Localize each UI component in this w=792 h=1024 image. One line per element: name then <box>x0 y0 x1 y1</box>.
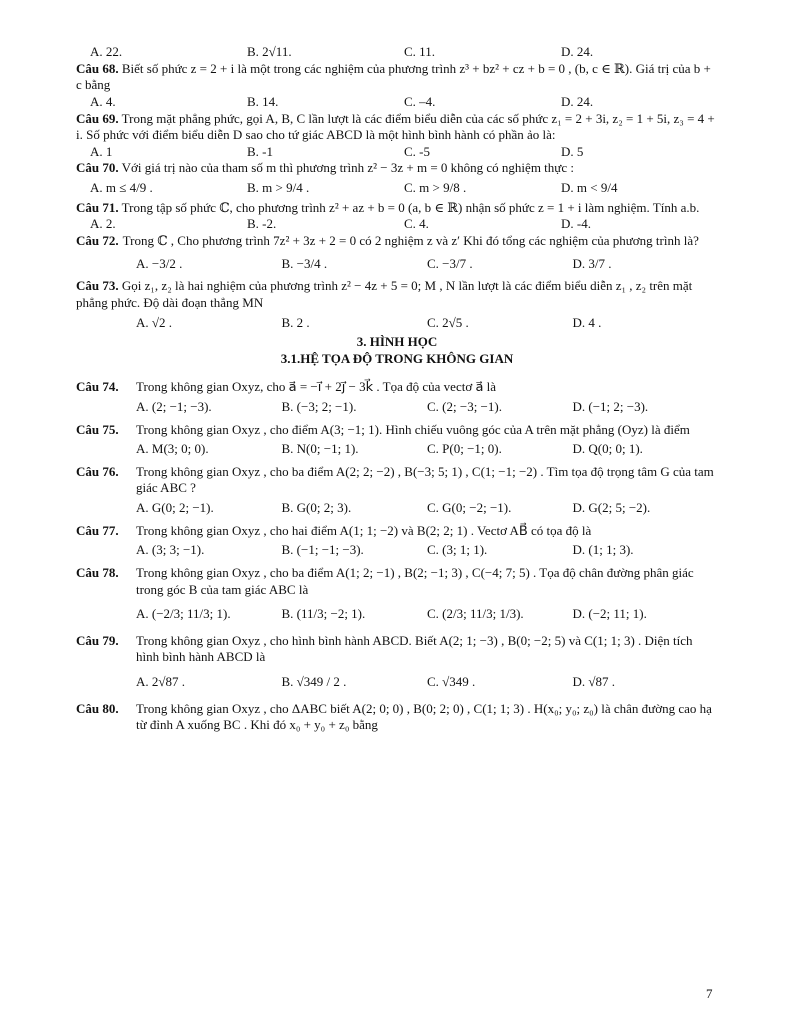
answer-options <box>76 144 718 161</box>
document-page <box>76 44 718 734</box>
answer-options <box>76 674 718 691</box>
answer-options <box>76 256 718 273</box>
option-c: C. (2/3; 11/3; 1/3). <box>427 606 524 622</box>
question-76 <box>76 464 718 497</box>
question-label: Câu 75. <box>76 421 119 437</box>
answer-options <box>76 180 718 197</box>
option-b: B. (−3; 2; −1). <box>281 398 357 414</box>
option-b: B. -1 <box>247 143 273 159</box>
option-b: B. (−1; −1; −3). <box>281 542 364 558</box>
question-text: Trong không gian Oxyz , cho điểm A(3; −1; 1). Hình chiếu vuông góc của A trên mặt phẳng (Oyz) là điểm <box>136 421 690 437</box>
question-72 <box>76 233 718 250</box>
option-b: B. (11/3; −2; 1). <box>281 606 366 622</box>
question-79 <box>76 633 718 666</box>
question-71 <box>76 200 718 217</box>
question-text: Biết số phức z = 2 + i là một trong các nghiệm của phương trình z³ + bz² + cz + b = 0 , (b, c ∈ ℝ). Giá trị của b + c bằng <box>76 60 711 93</box>
question-text: Trong không gian Oxyz , cho ΔABC biết A(2; 0; 0) , B(0; 2; 0) , C(1; 1; 3) . H(x₀; y₀; z₀) là chân đường cao hạ từ đỉnh A xuống BC . Khi đó x₀ + y₀ + z₀ bằng <box>136 700 712 733</box>
section-heading: 3. HÌNH HỌC <box>356 334 438 349</box>
option-b: B. N(0; −1; 1). <box>281 441 359 457</box>
answer-options <box>76 542 718 559</box>
answer-options <box>76 500 718 517</box>
question-text: Trong không gian Oxyz, cho a⃗ = −i⃗ + 2j⃗ − 3k⃗ . Tọa độ của vectơ a⃗ là <box>136 379 497 395</box>
option-a: A. 2. <box>90 216 116 232</box>
option-a: A. −3/2 . <box>136 255 183 271</box>
option-c: C. −3/7 . <box>427 255 473 271</box>
question-80 <box>76 701 718 734</box>
option-c: C. m > 9/8 . <box>404 180 467 195</box>
question-label: Câu 78. <box>76 564 119 580</box>
option-d: D. 24. <box>561 93 594 109</box>
option-d: D. -4. <box>561 216 591 232</box>
option-d: D. 3/7 . <box>572 255 612 271</box>
option-a: A. m ≤ 4/9 . <box>90 180 153 195</box>
option-d: D. Q(0; 0; 1). <box>572 441 643 457</box>
option-b: B. −3/4 . <box>281 255 328 271</box>
option-b: B. 2 . <box>281 315 310 331</box>
question-label: Câu 68. <box>76 60 119 76</box>
question-text: Với giá trị nào của tham số m thì phương trình z² − 3z + m = 0 không có nghiệm thực : <box>121 160 574 176</box>
option-b: B. -2. <box>247 216 277 232</box>
subsection-heading: 3.1.HỆ TỌA ĐỘ TRONG KHÔNG GIAN <box>280 350 514 366</box>
question-text: Trong không gian Oxyz , cho ba điểm A(2; 2; −2) , B(−3; 5; 1) , C(1; −1; −2) . Tìm tọa độ trọng tâm G của tam giác ABC ? <box>136 463 714 496</box>
question-label: Câu 80. <box>76 700 119 716</box>
option-a: A. M(3; 0; 0). <box>136 441 209 457</box>
option-d: D. (1; 1; 3). <box>572 542 634 558</box>
option-d: D. G(2; 5; −2). <box>572 500 651 515</box>
option-b: B. 14. <box>247 93 279 109</box>
question-label: Câu 79. <box>76 632 119 648</box>
question-68 <box>76 61 718 94</box>
option-c: C. 11. <box>404 44 435 59</box>
option-a: A. (−2/3; 11/3; 1). <box>136 606 231 622</box>
question-label: Câu 77. <box>76 522 119 538</box>
question-text: Trong mặt phẳng phức, gọi A, B, C lần lượt là các điểm biểu diễn của các số phức z₁ = 2 + 3i, z₂ = 1 + 5i, z₃ = 4 + i. Số phức với điểm biểu diễn D sao cho tứ giác ABCD là một hình bình hành có phần ảo là: <box>76 110 715 143</box>
option-b: B. G(0; 2; 3). <box>281 500 352 515</box>
answer-options <box>76 399 718 416</box>
option-c: C. 4. <box>404 216 429 232</box>
option-c: C. P(0; −1; 0). <box>427 441 502 457</box>
question-text: Trong không gian Oxyz , cho hai điểm A(1; 1; −2) và B(2; 2; 1) . Vectơ AB⃗ có tọa độ là <box>136 522 592 538</box>
question-74 <box>76 379 718 396</box>
option-c: C. 2√5 . <box>427 315 469 331</box>
page-number: 7 <box>706 986 713 1001</box>
question-73 <box>76 278 718 311</box>
option-a: A. √2 . <box>136 315 173 331</box>
option-d: D. m < 9/4 <box>561 180 618 195</box>
question-label: Câu 73. <box>76 278 119 294</box>
answer-options <box>76 94 718 111</box>
answer-options <box>76 441 718 458</box>
question-label: Câu 76. <box>76 463 119 479</box>
question-75 <box>76 422 718 439</box>
question-text: Trong ℂ , Cho phương trình 7z² + 3z + 2 = 0 có 2 nghiệm z và z′ Khi đó tổng các nghiệm của phương trình là? <box>122 232 699 248</box>
option-a: A. G(0; 2; −1). <box>136 500 214 515</box>
question-label: Câu 74. <box>76 379 119 395</box>
question-text: Trong tập số phức ℂ, cho phương trình z² + az + b = 0 (a, b ∈ ℝ) nhận số phức z = 1 + i làm nghiệm. Tính a.b. <box>121 199 700 215</box>
question-text: Trong không gian Oxyz , cho ba điểm A(1; 2; −1) , B(2; −1; 3) , C(−4; 7; 5) . Tọa độ chân đường phân giác trong góc B của tam giác ABC là <box>136 564 694 597</box>
answer-options <box>76 315 718 332</box>
option-b: B. √349 / 2 . <box>281 674 347 689</box>
question-69 <box>76 111 718 144</box>
option-c: C. -5 <box>404 143 430 159</box>
option-a: A. 1 <box>90 143 113 159</box>
question-label: Câu 72. <box>76 232 119 248</box>
option-d: D. 24. <box>561 44 594 59</box>
option-d: D. √87 . <box>572 674 616 689</box>
option-d: D. 5 <box>561 143 584 159</box>
option-a: A. 4. <box>90 93 116 109</box>
option-b: B. m > 9/4 . <box>247 180 310 195</box>
option-c: C. (3; 1; 1). <box>427 542 488 558</box>
option-c: C. –4. <box>404 93 436 109</box>
question-text: Trong không gian Oxyz , cho hình bình hành ABCD. Biết A(2; 1; −3) , B(0; −2; 5) và C(1; 1; 3) . Diện tích hình bình hành ABCD là <box>136 632 693 665</box>
option-a: A. 2√87 . <box>136 674 186 689</box>
option-c: C. (2; −3; −1). <box>427 398 502 414</box>
option-c: C. G(0; −2; −1). <box>427 500 512 515</box>
option-d: D. 4 . <box>572 315 602 331</box>
option-d: D. (−2; 11; 1). <box>572 606 647 622</box>
question-label: Câu 71. <box>76 199 119 215</box>
prev-options <box>76 44 718 61</box>
question-label: Câu 70. <box>76 160 119 176</box>
option-a: A. (2; −1; −3). <box>136 398 212 414</box>
option-b: B. 2√11. <box>247 44 292 59</box>
option-d: D. (−1; 2; −3). <box>572 398 649 414</box>
option-a: A. 22. <box>90 44 123 59</box>
question-77 <box>76 523 718 540</box>
answer-options <box>76 606 718 623</box>
option-c: C. √349 . <box>427 674 476 689</box>
question-text: Gọi z₁, z₂ là hai nghiệm của phương trình z² − 4z + 5 = 0; M , N lần lượt là các điểm biểu diễn z₁ , z₂ trên mặt phẳng phức. Độ dài đoạn thẳng MN <box>76 278 693 310</box>
question-78 <box>76 565 718 598</box>
option-a: A. (3; 3; −1). <box>136 542 205 558</box>
answer-options <box>76 216 718 233</box>
question-70 <box>76 160 718 177</box>
question-label: Câu 69. <box>76 110 119 126</box>
